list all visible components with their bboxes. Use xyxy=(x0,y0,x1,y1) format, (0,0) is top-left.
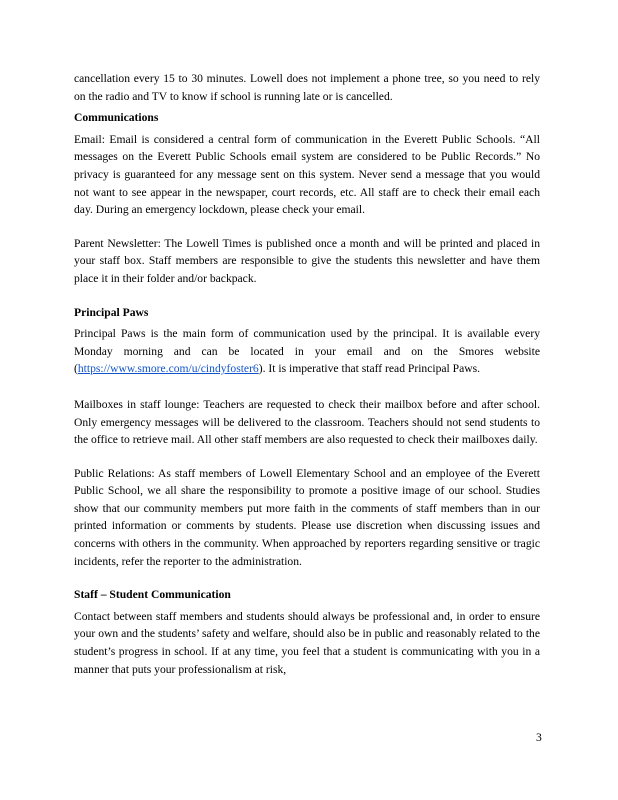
page-number: 3 xyxy=(536,731,542,744)
smores-website-link[interactable]: https://www.smore.com/u/cindyfoster6 xyxy=(77,362,259,376)
staff-student-heading: Staff – Student Communication xyxy=(74,588,231,602)
staff-student-paragraph: Contact between staff members and students should always be professional and, in order to ensure your own and the students’ safety and welfare, should also be in public and reasonably related to the student’s progress in school. If at any time, you feel that a student is communicating with you in a manner that puts your professionalism at risk, xyxy=(74,609,540,676)
principal-paws-paragraph xyxy=(74,325,540,378)
principal-paws-heading: Principal Paws xyxy=(74,305,149,319)
newsletter-paragraph: Parent Newsletter: The Lowell Times is published once a month and will be printed and placed in your staff box. Staff members are responsible to give the students this newsletter and have them place it in their folder and/or backpack. xyxy=(74,236,540,285)
principal-paws-text-end: ). It is imperative that staff read Principal Paws. xyxy=(258,362,481,376)
email-paragraph: Email: Email is considered a central form of communication in the Everett Public Schools. “All messages on the Everett Public Schools email system are considered to be Public Records.” No privacy is guaranteed for any message sent on this system. Never send a message that you would not want to see appear in the newspaper, court records, etc. All staff are to check their email each day. During an emergency lockdown, please check your email. xyxy=(74,132,540,217)
communications-heading: Communications xyxy=(74,111,159,125)
mailboxes-paragraph: Mailboxes in staff lounge: Teachers are requested to check their mailbox before and after school. Only emergency messages will be delivered to the classroom. Teachers should not send students to the office to retrieve mail. All other staff members are also requested to check their mailboxes daily. xyxy=(74,397,540,447)
public-relations-paragraph: Public Relations: As staff members of Lowell Elementary School and an employee of the Everett Public School, we all share the responsibility to promote a positive image of our school. Studies show that our community members put more faith in the comments of staff members than in our printed information or comments by students. Please use discretion when discussing issues and concerns with others in the community. When approached by reporters regarding sensitive or tragic incidents, refer the reporter to the administration. xyxy=(74,466,540,568)
page-body xyxy=(74,70,540,678)
principal-paws-text: Principal Paws is the main form of communication used by the principal. It is available every Monday morning and can be located in your email and on the Smores website ( xyxy=(74,327,540,376)
continued-paragraph: cancellation every 15 to 30 minutes. Lowell does not implement a phone tree, so you need to rely on the radio and TV to know if school is running late or is cancelled. xyxy=(74,72,540,103)
